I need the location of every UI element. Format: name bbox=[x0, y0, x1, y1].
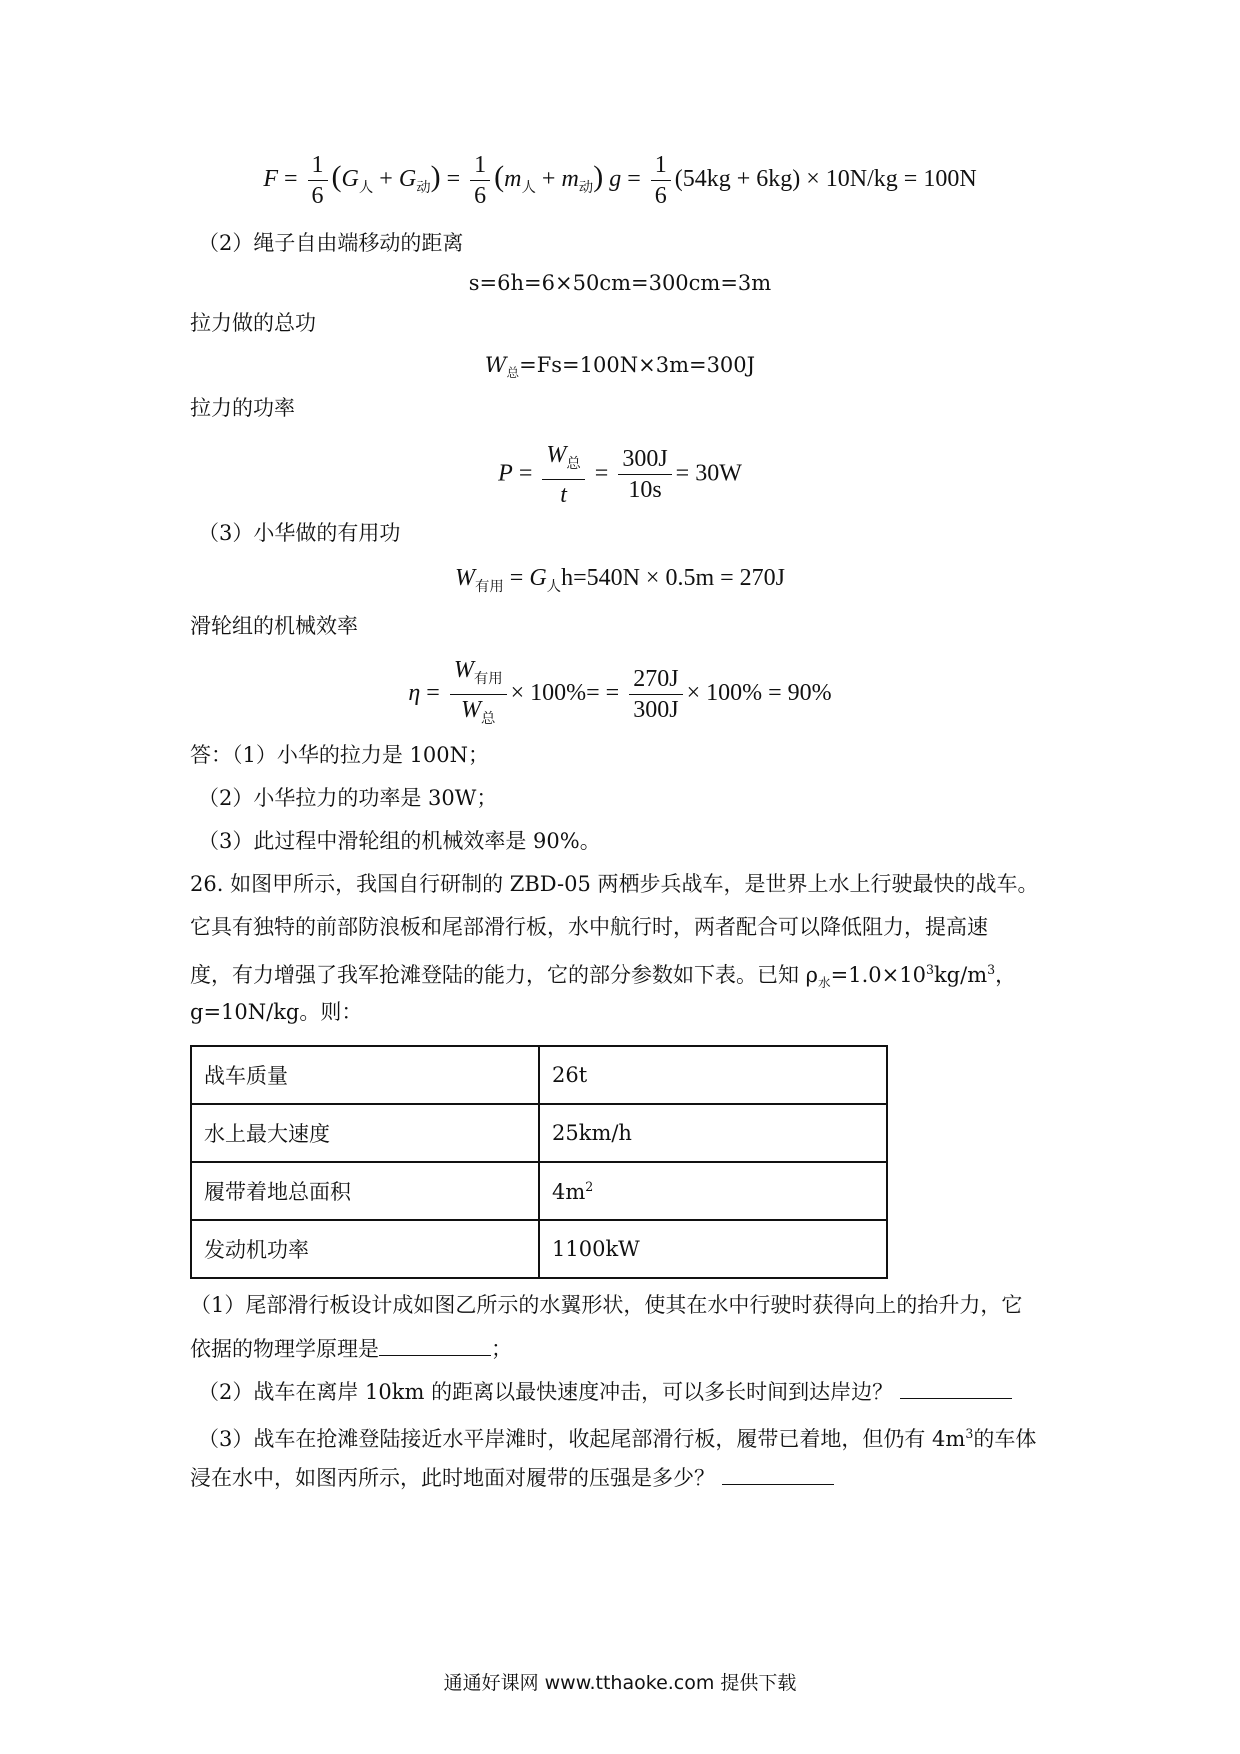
answer-blank[interactable] bbox=[722, 1462, 834, 1485]
answer-blank[interactable] bbox=[900, 1376, 1012, 1399]
power-label: 拉力的功率 bbox=[190, 396, 295, 420]
table-row bbox=[191, 1046, 887, 1104]
equation-useful-work: $W_{有用} = G_人h=540N \times 0.5m = 270J$ bbox=[454, 565, 786, 595]
sub-question-2: （2）战车在离岸 10km 的距离以最快速度冲击，可以多长时间到达岸边？ bbox=[198, 1376, 1012, 1407]
table-row bbox=[191, 1162, 887, 1220]
sub-question-1-line-2: 依据的物理学原理是 ； bbox=[190, 1333, 512, 1364]
table-cell-label: 履带着地总面积 bbox=[191, 1162, 539, 1220]
equation-total-work: $W_总=Fs=100N\times 3m=300J$ bbox=[484, 353, 756, 381]
efficiency-label: 滑轮组的机械效率 bbox=[190, 614, 358, 638]
total-work-label: 拉力做的总功 bbox=[190, 311, 316, 335]
equation-distance: s=6h=6×50cm=300cm=3m bbox=[468, 271, 772, 295]
equation-efficiency: η = $\frac{W_{有用}}{W_总}$ × 100%= = $\frac{270J}{300J}$ × 100% = 90% bbox=[408, 657, 832, 727]
table-cell-label: 发动机功率 bbox=[191, 1220, 539, 1278]
question-26-line-3: 度，有力增强了我军抢滩登陆的能力，它的部分参数如下表。已知 $\rho_水=1.0\times 10^3kg/m^3$， bbox=[190, 962, 1017, 991]
table-cell-value: 25km/h bbox=[539, 1104, 887, 1162]
page-footer: 通通好课网 www.tthaoke.com 提供下载 bbox=[443, 1672, 797, 1694]
table-cell-value: 1100kW bbox=[539, 1220, 887, 1278]
table-cell-value: 26t bbox=[539, 1046, 887, 1104]
equation-power: P = $\frac{W_总}{t}$ = $\frac{300J}{10s}$ = 30W bbox=[498, 442, 742, 508]
answer-line-2: （2）小华拉力的功率是 30W； bbox=[198, 786, 498, 810]
answer-blank[interactable] bbox=[379, 1333, 491, 1356]
question-26-line-2: 它具有独特的前部防浪板和尾部滑行板，水中航行时，两者配合可以降低阻力，提高速 bbox=[190, 915, 988, 939]
table-row bbox=[191, 1220, 887, 1278]
sub-question-3-line-1: （3）战车在抢滩登陆接近水平岸滩时，收起尾部滑行板，履带已着地，但仍有 $4m^3$的车体 bbox=[198, 1426, 1037, 1451]
answer-line-3: （3）此过程中滑轮组的机械效率是 90%。 bbox=[198, 829, 601, 853]
equation-force: F = $\frac{1}{6}$ $(G_人 + G_动)$ = $\frac{1}{6}$ $(m_人 + m_动) g$ = $\frac{1}{6}$ (54kg + 6kg) × 10N/kg = 100N bbox=[263, 152, 977, 209]
sub-question-1-line-1: （1）尾部滑行板设计成如图乙所示的水翼形状，使其在水中行驶时获得向上的抬升力，它 bbox=[190, 1293, 1023, 1317]
step3-label: （3）小华做的有用功 bbox=[198, 521, 401, 545]
table-cell-label: 战车质量 bbox=[191, 1046, 539, 1104]
question-26-line-1: 26. 如图甲所示，我国自行研制的 ZBD-05 两栖步兵战车，是世界上水上行驶最快的战车。 bbox=[190, 872, 1039, 896]
parameter-table bbox=[190, 1045, 888, 1279]
table-cell-label: 水上最大速度 bbox=[191, 1104, 539, 1162]
table-cell-value: $4m^2$ bbox=[539, 1162, 887, 1220]
question-26-line-4: g=10N/kg。则： bbox=[190, 1000, 363, 1024]
sub-question-3-line-2: 浸在水中，如图丙所示，此时地面对履带的压强是多少？ bbox=[190, 1462, 834, 1493]
answer-line-1: 答：（1）小华的拉力是 100N； bbox=[190, 743, 489, 767]
step2-label: （2）绳子自由端移动的距离 bbox=[198, 231, 464, 255]
table-row bbox=[191, 1104, 887, 1162]
